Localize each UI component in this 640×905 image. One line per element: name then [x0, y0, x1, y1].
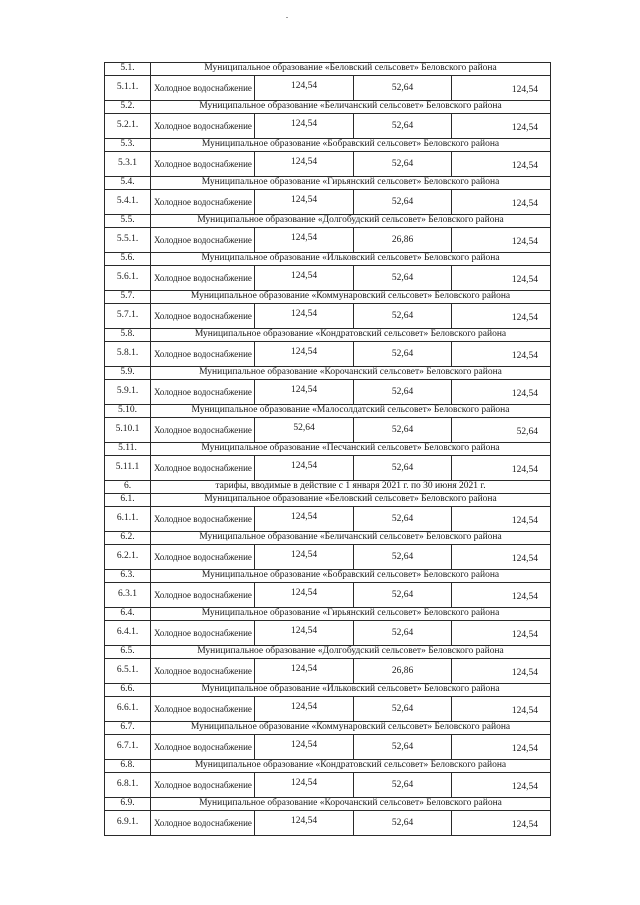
- tariff-value-text: 52,64: [391, 425, 414, 436]
- tariff-value-text: 124,54: [511, 351, 538, 362]
- tariff-value-text: 124,54: [511, 554, 538, 565]
- service-name: Холодное водоснабжение: [151, 418, 255, 443]
- row-number: 6.9.: [105, 798, 151, 811]
- tariff-value-text: 52,64: [391, 742, 414, 753]
- tariff-value-1: [255, 266, 354, 291]
- tariff-value-3: [452, 304, 551, 329]
- section-header-row: [105, 443, 551, 456]
- tariff-value-text: 52,64: [391, 387, 414, 398]
- tariff-value-text: 52,64: [391, 83, 414, 94]
- service-name: Холодное водоснабжение: [151, 811, 255, 836]
- tariff-value-3: [452, 418, 551, 443]
- tariff-value-3: [452, 697, 551, 722]
- tariff-value-3: [452, 76, 551, 101]
- tariff-value-text: 124,54: [290, 778, 318, 789]
- row-number: 6.2.: [105, 532, 151, 545]
- service-name: Холодное водоснабжение: [151, 76, 255, 101]
- row-number: 5.3.1: [105, 152, 151, 177]
- row-number: 6.3.: [105, 570, 151, 583]
- tariff-row: [105, 380, 551, 405]
- tariff-value-2: [354, 507, 452, 532]
- row-number: 5.6.: [105, 253, 151, 266]
- tariff-row: [105, 304, 551, 329]
- row-number: 5.11.: [105, 443, 151, 456]
- row-number: 5.11.1: [105, 456, 151, 481]
- tariff-value-text: 124,54: [511, 744, 538, 755]
- row-number: 6.6.: [105, 684, 151, 697]
- tariff-value-2: [354, 697, 452, 722]
- tariff-value-text: 52,64: [391, 514, 414, 525]
- tariff-row: [105, 811, 551, 836]
- row-number: 6.9.1.: [105, 811, 151, 836]
- section-header-row: [105, 481, 551, 494]
- tariff-value-1: [255, 659, 354, 684]
- row-number: 5.7.1.: [105, 304, 151, 329]
- tariff-value-2: [354, 583, 452, 608]
- tariff-value-2: [354, 228, 452, 253]
- tariff-value-3: [452, 266, 551, 291]
- tariff-value-1: [255, 152, 354, 177]
- tariff-value-2: [354, 456, 452, 481]
- section-header-row: [105, 101, 551, 114]
- service-name: Холодное водоснабжение: [151, 266, 255, 291]
- tariff-value-text: 124,54: [511, 592, 538, 603]
- row-number: 6.3.1: [105, 583, 151, 608]
- row-number: 6.8.: [105, 760, 151, 773]
- section-title: Муниципальное образование «Коммунаровский сельсовет» Беловского района: [151, 722, 551, 735]
- section-header-row: [105, 63, 551, 76]
- row-number: 5.7.: [105, 291, 151, 304]
- row-number: 5.8.1.: [105, 342, 151, 367]
- section-title: Муниципальное образование «Гирьянский сельсовет» Беловского района: [151, 177, 551, 190]
- section-title: Муниципальное образование «Беловский сельсовет» Беловского района: [151, 63, 551, 76]
- row-number: 6.6.1.: [105, 697, 151, 722]
- tariff-value-text: 124,54: [290, 626, 318, 637]
- row-number: 5.6.1.: [105, 266, 151, 291]
- tariff-value-text: 124,54: [511, 465, 538, 476]
- tariff-row: [105, 735, 551, 760]
- tariff-value-text: 124,54: [290, 81, 318, 92]
- tariff-row: [105, 152, 551, 177]
- section-title: Муниципальное образование «Кондратовский сельсовет» Беловского района: [151, 760, 551, 773]
- tariff-value-text: 52,64: [391, 273, 414, 284]
- tariff-row: [105, 228, 551, 253]
- service-name: Холодное водоснабжение: [151, 659, 255, 684]
- tariff-value-3: [452, 228, 551, 253]
- tariff-value-1: [255, 342, 354, 367]
- tariff-value-2: [354, 266, 452, 291]
- tariff-value-3: [452, 152, 551, 177]
- tariff-value-text: 52,64: [391, 628, 414, 639]
- section-title: Муниципальное образование «Бобравский сельсовет» Беловского района: [151, 139, 551, 152]
- tariff-value-3: [452, 659, 551, 684]
- tariff-value-2: [354, 735, 452, 760]
- row-number: 5.9.: [105, 367, 151, 380]
- section-header-row: [105, 494, 551, 507]
- row-number: 6.8.1.: [105, 773, 151, 798]
- tariff-value-text: 124,54: [290, 816, 318, 827]
- section-title: тарифы, вводимые в действие с 1 января 2021 г. по 30 июня 2021 г.: [151, 481, 551, 494]
- section-title: Муниципальное образование «Малосолдатский сельсовет» Беловского района: [151, 405, 551, 418]
- tariff-row: [105, 114, 551, 139]
- tariff-value-text: 124,54: [511, 199, 538, 210]
- tariff-value-text: 124,54: [290, 347, 318, 358]
- tariff-value-text: 124,54: [290, 702, 318, 713]
- section-title: Муниципальное образование «Гирьянский сельсовет» Беловского района: [151, 608, 551, 621]
- tariff-row: [105, 659, 551, 684]
- tariff-value-2: [354, 811, 452, 836]
- tariff-row: [105, 266, 551, 291]
- tariff-value-text: 124,54: [511, 668, 538, 679]
- service-name: Холодное водоснабжение: [151, 545, 255, 570]
- tariff-value-text: 124,54: [290, 233, 318, 244]
- section-header-row: [105, 215, 551, 228]
- tariff-value-2: [354, 76, 452, 101]
- row-number: 5.5.1.: [105, 228, 151, 253]
- section-header-row: [105, 760, 551, 773]
- tariff-value-2: [354, 418, 452, 443]
- tariff-row: [105, 190, 551, 215]
- row-number: 5.5.: [105, 215, 151, 228]
- tariff-value-3: [452, 380, 551, 405]
- tariff-value-text: 52,64: [391, 704, 414, 715]
- tariff-row: [105, 456, 551, 481]
- tariff-row: [105, 418, 551, 443]
- row-number: 6.7.: [105, 722, 151, 735]
- tariff-value-1: [255, 456, 354, 481]
- section-title: Муниципальное образование «Ильковский сельсовет» Беловского района: [151, 684, 551, 697]
- service-name: Холодное водоснабжение: [151, 773, 255, 798]
- tariff-value-1: [255, 304, 354, 329]
- tariff-value-text: 52,64: [391, 590, 414, 601]
- tariff-value-text: 124,54: [290, 271, 318, 282]
- service-name: Холодное водоснабжение: [151, 190, 255, 215]
- tariff-value-3: [452, 621, 551, 646]
- tariff-row: [105, 621, 551, 646]
- tariff-value-text: 124,54: [290, 550, 318, 561]
- service-name: Холодное водоснабжение: [151, 735, 255, 760]
- tariff-value-1: [255, 773, 354, 798]
- section-title: Муниципальное образование «Долгобудский сельсовет» Беловского района: [151, 646, 551, 659]
- tariff-value-1: [255, 114, 354, 139]
- tariff-value-text: 124,54: [511, 161, 538, 172]
- row-number: 5.10.1: [105, 418, 151, 443]
- row-number: 5.8.: [105, 329, 151, 342]
- row-number: 5.2.: [105, 101, 151, 114]
- section-title: Муниципальное образование «Корочанский сельсовет» Беловского района: [151, 798, 551, 811]
- row-number: 6.5.: [105, 646, 151, 659]
- section-header-row: [105, 646, 551, 659]
- tariff-value-1: [255, 76, 354, 101]
- tariff-value-2: [354, 659, 452, 684]
- tariff-value-text: 124,54: [511, 516, 538, 527]
- tariff-row: [105, 76, 551, 101]
- section-title: Муниципальное образование «Беличанский сельсовет» Беловского района: [151, 532, 551, 545]
- row-number: 5.10.: [105, 405, 151, 418]
- tariff-value-1: [255, 380, 354, 405]
- section-header-row: [105, 608, 551, 621]
- row-number: 5.3.: [105, 139, 151, 152]
- tariff-row: [105, 773, 551, 798]
- tariff-value-text: 124,54: [290, 309, 318, 320]
- tariff-value-3: [452, 545, 551, 570]
- tariff-value-text: 124,54: [511, 123, 538, 134]
- row-number: 6.4.1.: [105, 621, 151, 646]
- row-number: 6.1.: [105, 494, 151, 507]
- row-number: 6.: [105, 481, 151, 494]
- tariff-value-text: 124,54: [290, 195, 318, 206]
- section-title: Муниципальное образование «Долгобудский сельсовет» Беловского района: [151, 215, 551, 228]
- tariff-value-text: 52,64: [516, 427, 538, 438]
- tariff-value-text: 26,86: [391, 666, 414, 677]
- tariff-value-text: 124,54: [511, 782, 538, 793]
- tariff-value-2: [354, 190, 452, 215]
- section-title: Муниципальное образование «Ильковский сельсовет» Беловского района: [151, 253, 551, 266]
- service-name: Холодное водоснабжение: [151, 697, 255, 722]
- row-number: 5.4.1.: [105, 190, 151, 215]
- tariff-value-2: [354, 152, 452, 177]
- tariff-value-text: 124,54: [290, 740, 318, 751]
- row-number: 5.2.1.: [105, 114, 151, 139]
- service-name: Холодное водоснабжение: [151, 507, 255, 532]
- tariff-row: [105, 697, 551, 722]
- row-number: 5.1.: [105, 63, 151, 76]
- tariff-value-text: 52,64: [391, 159, 414, 170]
- tariff-value-text: 52,64: [293, 423, 315, 434]
- tariff-value-text: 124,54: [290, 512, 318, 523]
- tariff-value-2: [354, 545, 452, 570]
- scan-speck: [286, 17, 288, 18]
- tariff-value-1: [255, 190, 354, 215]
- section-header-row: [105, 291, 551, 304]
- service-name: Холодное водоснабжение: [151, 228, 255, 253]
- row-number: 6.5.1.: [105, 659, 151, 684]
- tariff-value-text: 124,54: [511, 237, 538, 248]
- tariff-value-3: [452, 456, 551, 481]
- section-header-row: [105, 367, 551, 380]
- tariff-value-text: 124,54: [511, 313, 538, 324]
- section-title: Муниципальное образование «Кондратовский сельсовет» Беловского района: [151, 329, 551, 342]
- tariff-value-text: 52,64: [391, 463, 414, 474]
- row-number: 6.1.1.: [105, 507, 151, 532]
- service-name: Холодное водоснабжение: [151, 114, 255, 139]
- tariff-value-1: [255, 228, 354, 253]
- section-title: Муниципальное образование «Бобравский сельсовет» Беловского района: [151, 570, 551, 583]
- service-name: Холодное водоснабжение: [151, 304, 255, 329]
- service-name: Холодное водоснабжение: [151, 380, 255, 405]
- tariff-value-text: 124,54: [290, 157, 318, 168]
- tariff-value-text: 52,64: [391, 197, 414, 208]
- tariff-value-3: [452, 507, 551, 532]
- tariff-value-2: [354, 304, 452, 329]
- section-title: Муниципальное образование «Песчанский сельсовет» Беловского района: [151, 443, 551, 456]
- tariff-value-2: [354, 773, 452, 798]
- service-name: Холодное водоснабжение: [151, 621, 255, 646]
- tariff-row: [105, 583, 551, 608]
- tariff-value-2: [354, 380, 452, 405]
- tariff-value-1: [255, 697, 354, 722]
- tariff-value-text: 124,54: [511, 85, 538, 96]
- service-name: Холодное водоснабжение: [151, 583, 255, 608]
- service-name: Холодное водоснабжение: [151, 456, 255, 481]
- row-number: 5.4.: [105, 177, 151, 190]
- tariff-value-text: 124,54: [290, 588, 318, 599]
- row-number: 6.2.1.: [105, 545, 151, 570]
- tariff-table-body: [105, 63, 551, 836]
- tariff-value-text: 52,64: [391, 780, 414, 791]
- service-name: Холодное водоснабжение: [151, 342, 255, 367]
- section-header-row: [105, 684, 551, 697]
- tariff-value-3: [452, 773, 551, 798]
- tariff-value-text: 26,86: [391, 235, 414, 246]
- tariff-value-text: 124,54: [511, 389, 538, 400]
- tariff-value-3: [452, 583, 551, 608]
- tariff-value-1: [255, 621, 354, 646]
- tariff-value-1: [255, 507, 354, 532]
- tariff-value-text: 124,54: [511, 706, 538, 717]
- section-title: Муниципальное образование «Беловский сельсовет» Беловского района: [151, 494, 551, 507]
- tariff-row: [105, 507, 551, 532]
- tariff-value-text: 52,64: [391, 818, 414, 829]
- tariff-row: [105, 545, 551, 570]
- tariff-value-1: [255, 545, 354, 570]
- section-header-row: [105, 570, 551, 583]
- tariff-value-text: 124,54: [511, 820, 538, 831]
- tariff-table: [104, 62, 551, 836]
- tariff-value-text: 124,54: [290, 461, 318, 472]
- tariff-value-text: 52,64: [391, 552, 414, 563]
- section-header-row: [105, 798, 551, 811]
- tariff-value-3: [452, 190, 551, 215]
- tariff-value-3: [452, 342, 551, 367]
- tariff-value-1: [255, 418, 354, 443]
- tariff-value-2: [354, 342, 452, 367]
- tariff-value-text: 124,54: [290, 664, 318, 675]
- tariff-value-2: [354, 114, 452, 139]
- tariff-value-3: [452, 735, 551, 760]
- section-header-row: [105, 139, 551, 152]
- row-number: 5.9.1.: [105, 380, 151, 405]
- tariff-value-text: 124,54: [511, 630, 538, 641]
- tariff-value-1: [255, 735, 354, 760]
- section-header-row: [105, 329, 551, 342]
- service-name: Холодное водоснабжение: [151, 152, 255, 177]
- tariff-value-text: 52,64: [391, 311, 414, 322]
- tariff-value-3: [452, 811, 551, 836]
- tariff-value-text: 52,64: [391, 349, 414, 360]
- tariff-value-text: 124,54: [290, 385, 318, 396]
- tariff-value-1: [255, 583, 354, 608]
- row-number: 6.7.1.: [105, 735, 151, 760]
- section-header-row: [105, 722, 551, 735]
- tariff-value-3: [452, 114, 551, 139]
- row-number: 6.4.: [105, 608, 151, 621]
- section-header-row: [105, 253, 551, 266]
- tariff-value-1: [255, 811, 354, 836]
- section-header-row: [105, 532, 551, 545]
- tariff-value-text: 124,54: [511, 275, 538, 286]
- tariff-value-2: [354, 621, 452, 646]
- row-number: 5.1.1.: [105, 76, 151, 101]
- section-title: Муниципальное образование «Беличанский сельсовет» Беловского района: [151, 101, 551, 114]
- section-title: Муниципальное образование «Коммунаровский сельсовет» Беловского района: [151, 291, 551, 304]
- tariff-value-text: 52,64: [391, 121, 414, 132]
- section-header-row: [105, 177, 551, 190]
- tariff-row: [105, 342, 551, 367]
- section-title: Муниципальное образование «Корочанский сельсовет» Беловского района: [151, 367, 551, 380]
- section-header-row: [105, 405, 551, 418]
- tariff-value-text: 124,54: [290, 119, 318, 130]
